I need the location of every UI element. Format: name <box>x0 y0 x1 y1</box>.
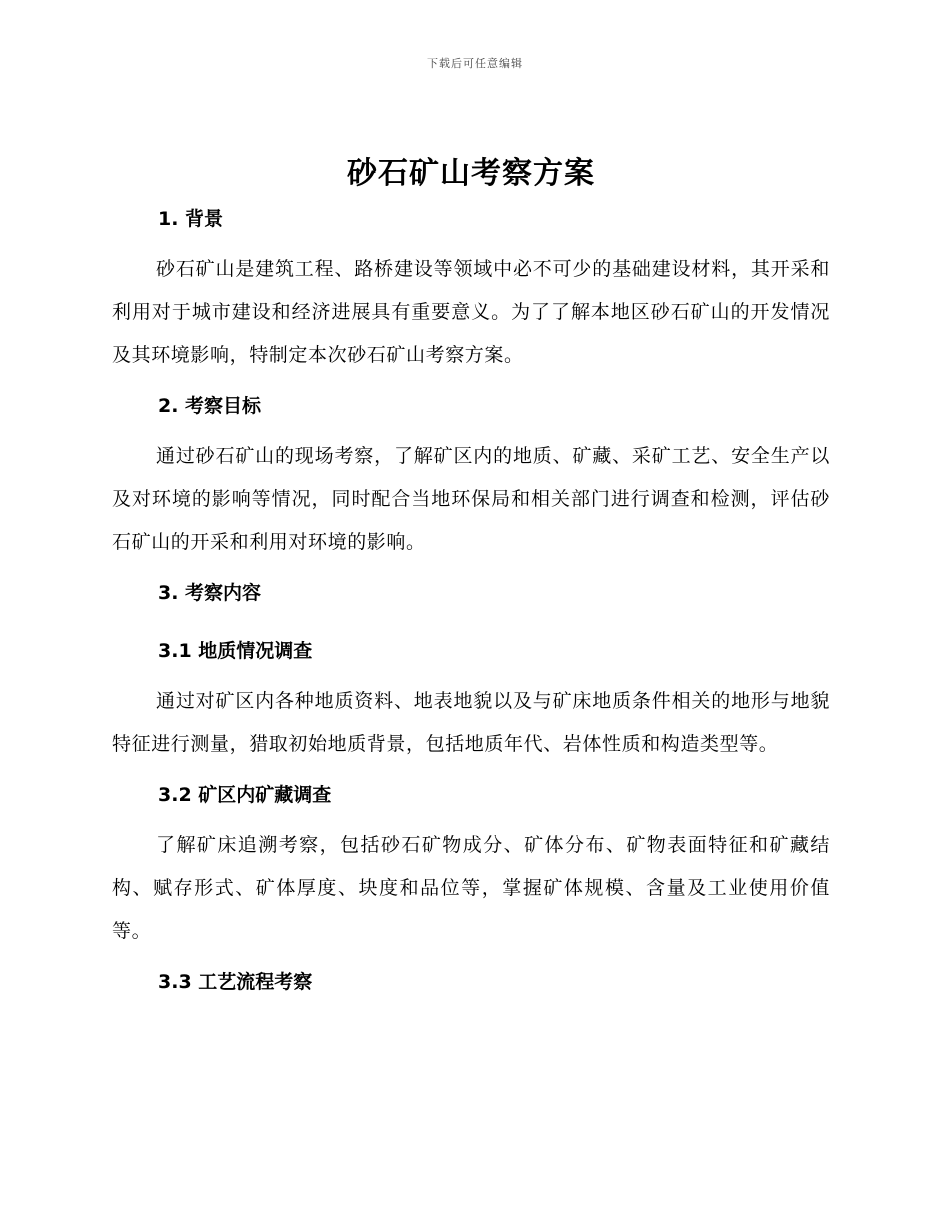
section-heading-background: 1. 背景 <box>158 208 224 230</box>
paragraph-background: 砂石矿山是建筑工程、路桥建设等领域中必不可少的基础建设材料，其开采和利用对于城市建设和经济进展具有重要意义。为了了解本地区砂石矿山的开发情况及其环境影响，特制定本次砂石矿山考察方案。 <box>112 258 830 366</box>
paragraph-objectives: 通过砂石矿山的现场考察，了解矿区内的地质、矿藏、采矿工艺、安全生产以及对环境的影响等情况，同时配合当地环保局和相关部门进行调查和检测，评估砂石矿山的开采和利用对环境的影响。 <box>112 445 830 553</box>
header-note: 下载后可任意编辑 <box>427 57 523 70</box>
section-heading-objectives: 2. 考察目标 <box>158 395 262 417</box>
paragraph-geology: 通过对矿区内各种地质资料、地表地貌以及与矿床地质条件相关的地形与地貌特征进行测量，猎取初始地质背景，包括地质年代、岩体性质和构造类型等。 <box>112 690 830 755</box>
document-content <box>112 148 830 997</box>
section-heading-process: 3.3 工艺流程考察 <box>158 971 313 993</box>
document-title: 砂石矿山考察方案 <box>347 156 595 191</box>
section-heading-contents: 3. 考察内容 <box>158 582 262 604</box>
paragraph-deposits: 了解矿床追溯考察，包括砂石矿物成分、矿体分布、矿物表面特征和矿藏结构、赋存形式、矿体厚度、块度和品位等，掌握矿体规模、含量及工业使用价值等。 <box>112 834 830 942</box>
section-heading-geology: 3.1 地质情况调查 <box>158 640 313 662</box>
section-heading-deposits: 3.2 矿区内矿藏调查 <box>158 784 332 806</box>
